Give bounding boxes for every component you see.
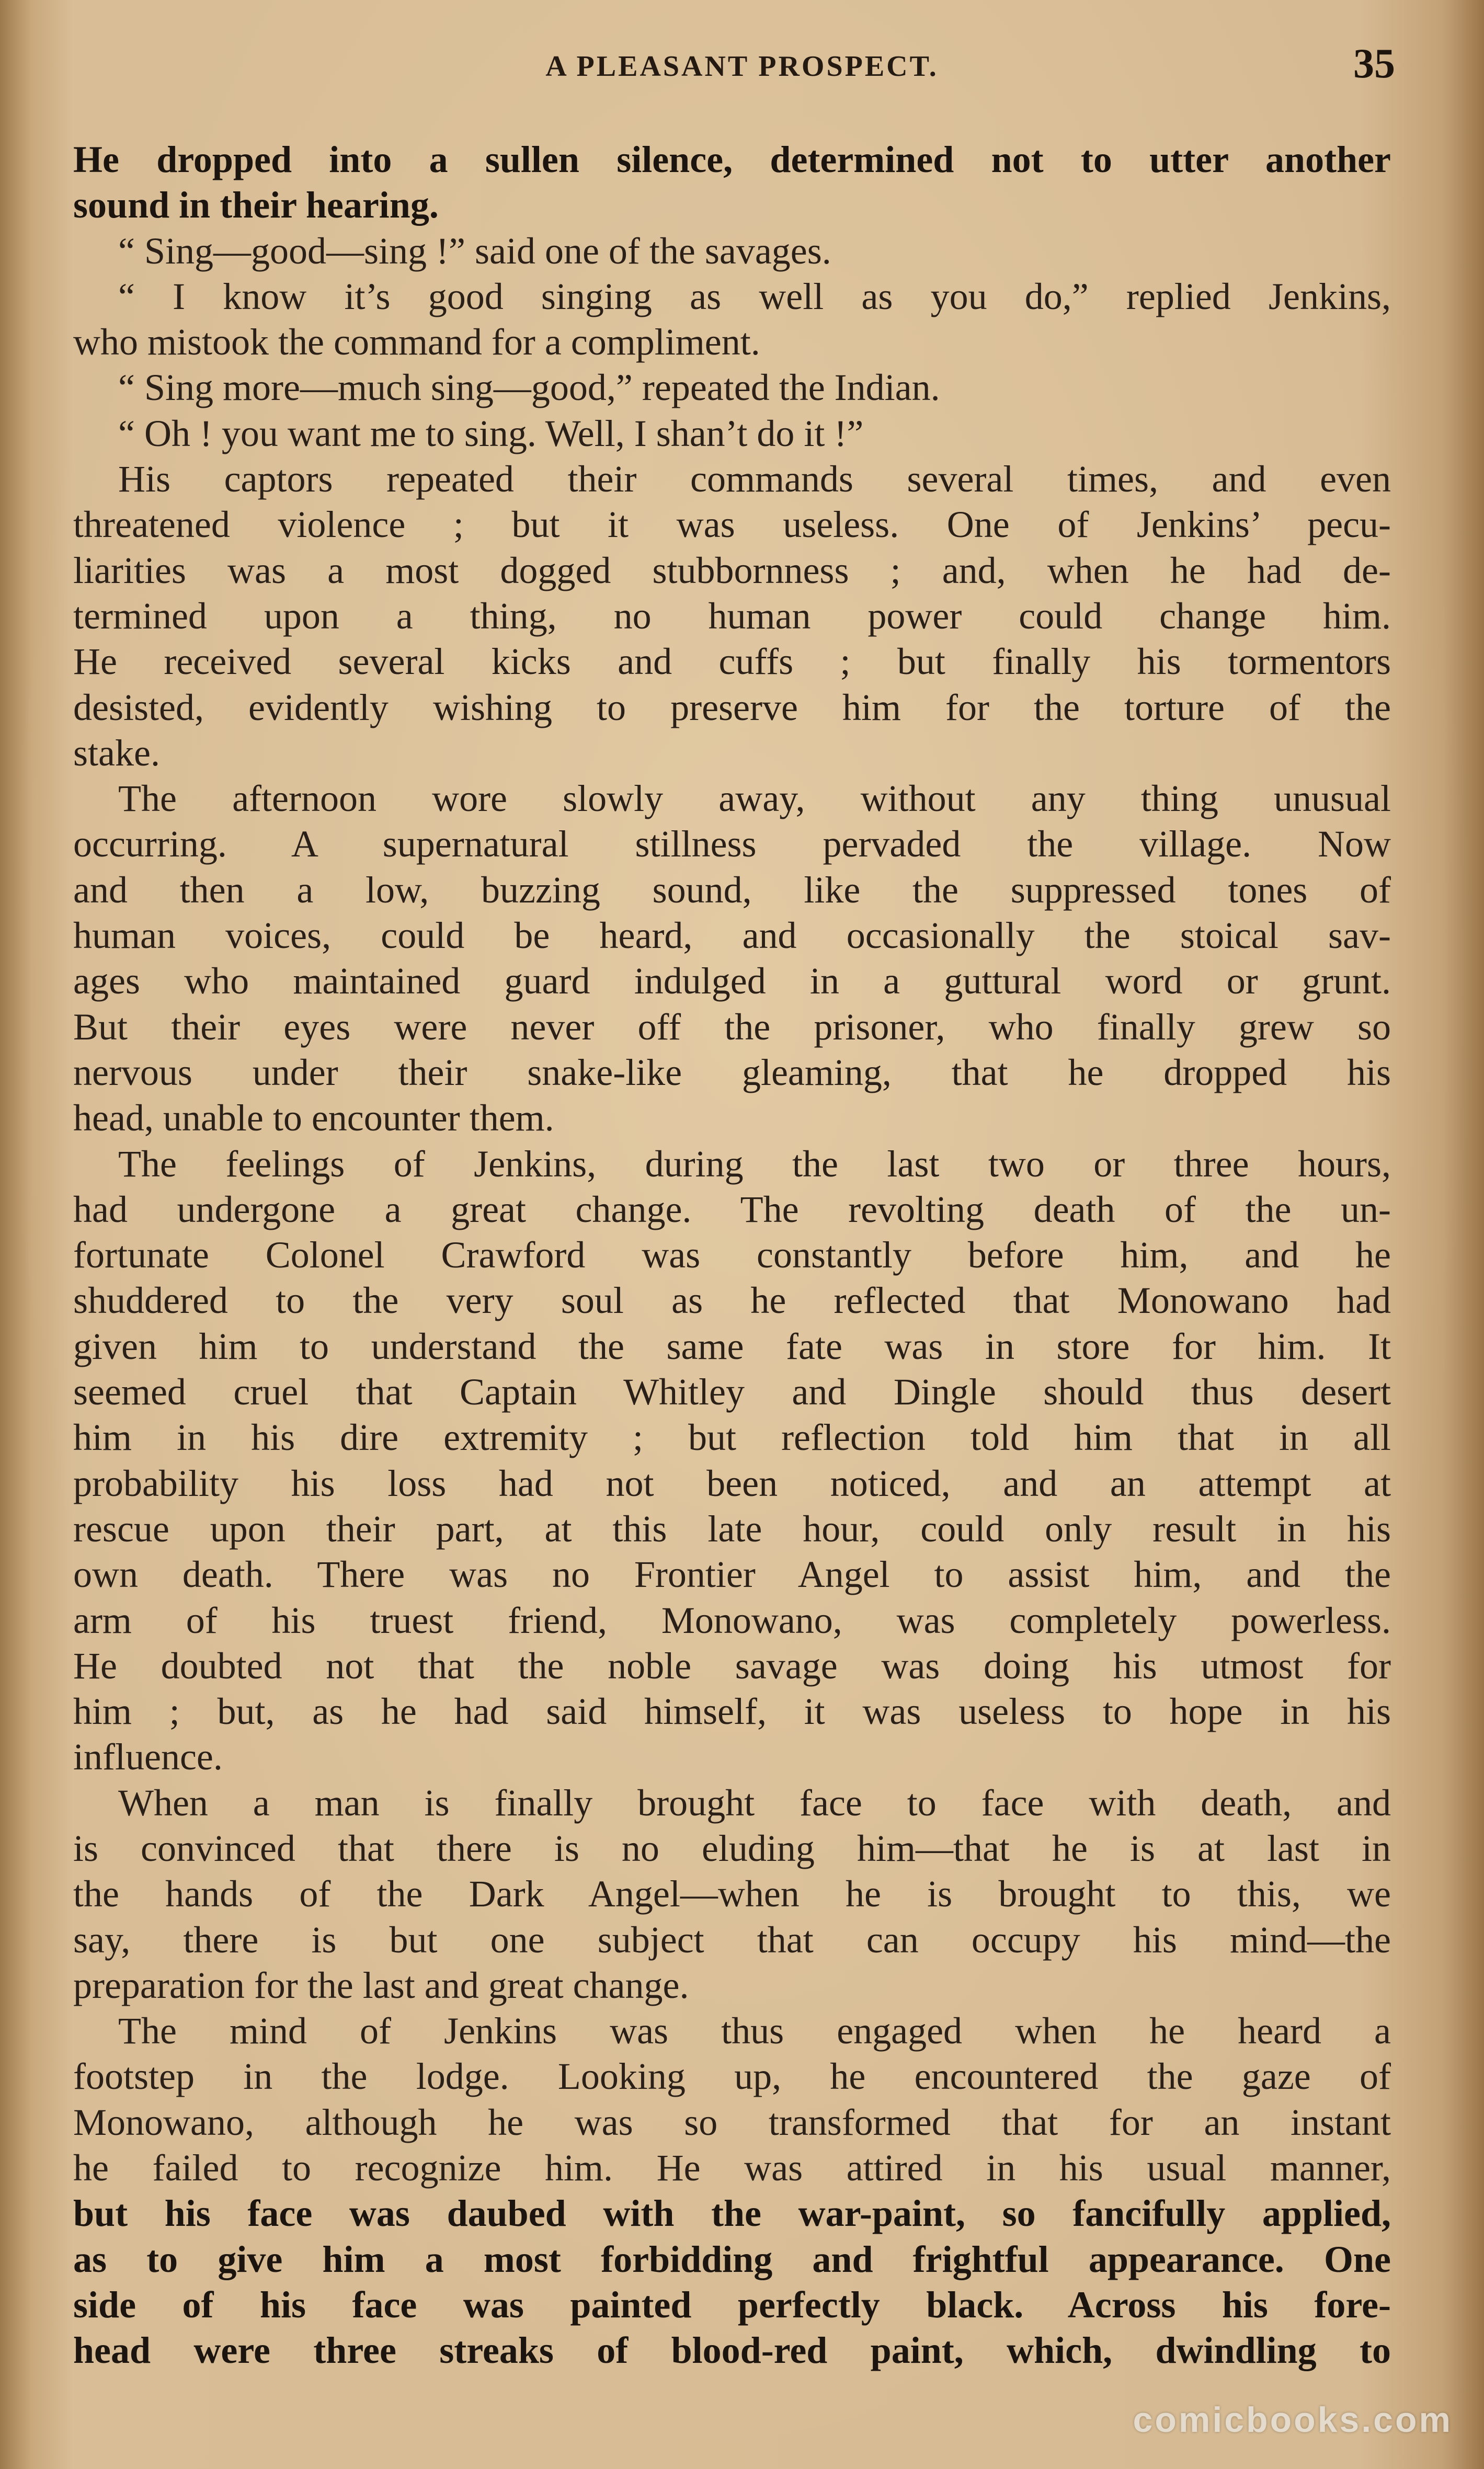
text-line: preparation for the last and great change. xyxy=(73,1964,689,2006)
page-number: 35 xyxy=(1353,41,1395,87)
text-line: and then a low, buzzing sound, like the suppressed tones of xyxy=(73,868,1391,911)
text-line: him ; but, as he had said himself, it was useless to hope in his xyxy=(73,1690,1391,1733)
text-line: say, there is but one subject that can occupy his mind—the xyxy=(73,1918,1391,1961)
text-line: He dropped into a sullen silence, determined not to utter another xyxy=(73,139,1391,180)
text-line: liarities was a most dogged stubbornness ; and, when he had de- xyxy=(73,549,1391,591)
text-line: His captors repeated their commands several times, and even xyxy=(118,458,1391,500)
text-line: termined upon a thing, no human power could change him. xyxy=(73,595,1391,637)
text-line: “ Sing—good—sing !” said one of the savages. xyxy=(118,230,831,272)
text-line: nervous under their snake-like gleaming, that he dropped his xyxy=(73,1051,1391,1093)
text-line: seemed cruel that Captain Whitley and Dingle should thus desert xyxy=(73,1371,1391,1413)
text-line: but his face was daubed with the war-paint, so fancifully applied, xyxy=(73,2192,1391,2235)
text-line: the hands of the Dark Angel—when he is brought to this, we xyxy=(73,1873,1391,1915)
text-line: probability his loss had not been noticed, and an attempt at xyxy=(73,1462,1391,1504)
body-text xyxy=(73,137,1391,2374)
text-line: The mind of Jenkins was thus engaged when he heard a xyxy=(118,2010,1391,2052)
text-line: footstep in the lodge. Looking up, he encountered the gaze of xyxy=(73,2055,1391,2098)
text-line: fortunate Colonel Crawford was constantly before him, and he xyxy=(73,1234,1391,1276)
text-line: who mistook the command for a compliment. xyxy=(73,321,760,363)
text-line: own death. There was no Frontier Angel to assist him, and the xyxy=(73,1553,1391,1596)
text-line: him in his dire extremity ; but reflection told him that in all xyxy=(73,1416,1391,1459)
text-line: is convinced that there is no eluding him—that he is at last in xyxy=(73,1827,1391,1869)
text-line: But their eyes were never off the prisoner, who finally grew so xyxy=(73,1005,1391,1048)
text-line: head, unable to encounter them. xyxy=(73,1097,554,1139)
text-line: “ Oh ! you want me to sing. Well, I shan’t do it !” xyxy=(118,412,864,454)
text-line: rescue upon their part, at this late hour, could only result in his xyxy=(73,1507,1391,1550)
page-header xyxy=(0,41,1484,92)
text-line: ages who maintained guard indulged in a guttural word or grunt. xyxy=(73,960,1391,1002)
text-line: desisted, evidently wishing to preserve him for the torture of the xyxy=(73,686,1391,728)
text-line: as to give him a most forbidding and frightful appearance. One xyxy=(73,2238,1391,2280)
text-line: side of his face was painted perfectly black. Across his fore- xyxy=(73,2283,1391,2326)
text-line: threatened violence ; but it was useless. One of Jenkins’ pecu- xyxy=(73,504,1391,546)
text-line: occurring. A supernatural stillness pervaded the village. Now xyxy=(73,823,1391,865)
text-line: The afternoon wore slowly away, without any thing unusual xyxy=(118,778,1391,820)
text-line: “ I know it’s good singing as well as you do,” replied Jenkins, xyxy=(118,275,1391,317)
text-line: “ Sing more—much sing—good,” repeated the Indian. xyxy=(118,367,940,409)
text-line: He doubted not that the noble savage was doing his utmost for xyxy=(73,1644,1391,1687)
text-line: human voices, could be heard, and occasionally the stoical sav- xyxy=(73,915,1391,957)
text-line: he failed to recognize him. He was attired in his usual manner, xyxy=(73,2147,1391,2189)
text-line: given him to understand the same fate was in store for him. It xyxy=(73,1325,1391,1367)
text-line: Monowano, although he was so transformed that for an instant xyxy=(73,2101,1391,2143)
watermark-logo: comicbooks.com xyxy=(1133,2400,1453,2440)
text-line: The feelings of Jenkins, during the last two or three hours, xyxy=(118,1142,1391,1185)
text-line: When a man is finally brought face to face with death, and xyxy=(118,1781,1391,1824)
text-line: shuddered to the very soul as he reflected that Monowano had xyxy=(73,1279,1391,1322)
text-line: He received several kicks and cuffs ; but finally his tormentors xyxy=(73,641,1391,683)
text-line: had undergone a great change. The revolting death of the un- xyxy=(73,1188,1391,1230)
text-line: stake. xyxy=(73,731,160,774)
text-line: head were three streaks of blood-red paint, which, dwindling to xyxy=(73,2329,1391,2372)
running-head: A PLEASANT PROSPECT. xyxy=(545,50,939,83)
text-line: arm of his truest friend, Monowano, was completely powerless. xyxy=(73,1599,1391,1641)
text-line: sound in their hearing. xyxy=(73,184,439,226)
text-line: influence. xyxy=(73,1736,223,1778)
